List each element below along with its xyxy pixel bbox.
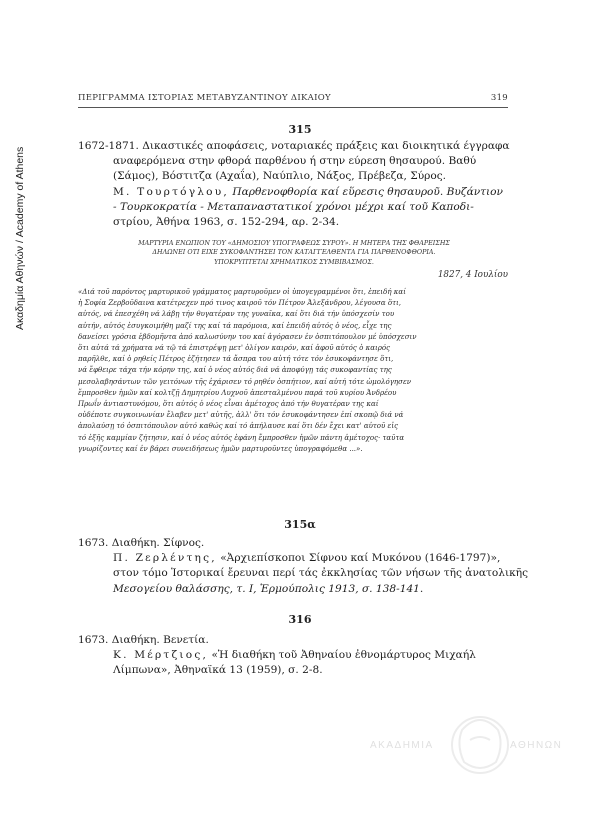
reference-author: Π. Ζερλέντης, bbox=[113, 552, 217, 565]
quote-line: δανείσει γρόσια ἑβδομῆντα ἀπό καλωσύνην του καί ἀγόρασεν ἐν ὀσπιτόπουλον μέ ὑπόσχεσιν bbox=[78, 331, 417, 341]
entry-number-316: 316 bbox=[288, 613, 312, 626]
watermark-left-text: ΑΚΑΔΗΜΙΑ bbox=[370, 740, 434, 751]
reference-line: - Τουρκοκρατία - Μεταπαναστατικοί χρόνοι μέχρι καί τοῦ Καποδι- bbox=[113, 200, 474, 213]
entry-315a bbox=[78, 536, 529, 597]
quote-line: παρῆλθε, καί ὁ ρηθείς Πέτρος ἐζήτησεν τά ἄσπρα του αὐτή τότε τόν ἐσυκοφάντησε ὅτι, bbox=[78, 354, 394, 364]
running-header bbox=[78, 93, 508, 103]
reference-author: Μ. Τουρτόγλου, bbox=[113, 185, 229, 198]
entry-315-reference bbox=[113, 185, 510, 200]
reference-line: στρίου, Ἀθήνα 1963, σ. 152-294, αρ. 2-34. bbox=[113, 216, 340, 229]
entry-number-315: 315 bbox=[288, 123, 312, 136]
quote-line: γνωρίζοντες καί ἐν βάρει συνειδήσεως ἡμῶν μαρτυροῦντες ὑπογραφόμεθα ...». bbox=[78, 443, 363, 453]
quote-line: τό ἑξῆς καμμίαν ζήτησιν, καί ὁ νέος αὐτός ἐφάνη ἔμπροσθεν ἡμῶν πάντη ἀμέτοχος· ταῦτα bbox=[78, 432, 405, 442]
header-title: ΠΕΡΙΓΡΑΜΜΑ ΙΣΤΟΡΙΑΣ ΜΕΤΑΒΥΖΑΝΤΙΝΟΥ ΔΙΚΑΙΟΥ bbox=[78, 93, 331, 103]
entry-315-line: (Σάμος), Βόστιτζα (Αχαΐα), Ναύπλιο, Νάξος, Πρέβεζα, Σύρος. bbox=[113, 170, 447, 183]
watermark-right-text: ΑΘΗΝΩΝ bbox=[510, 740, 563, 751]
reference-title: «Ἀρχιεπίσκοποι Σίφνου καί Μυκόνου (1646-1797)», bbox=[220, 552, 501, 565]
quote-line: ὅτι αὐτά τά χρήματα νά τῷ τά ἐπιστρέψῃ μετ' ὀλίγον καιρόν, καί ἀφοῦ αὐτός ὁ καιρός bbox=[78, 343, 391, 353]
reference-line: Λίμπωνα», Ἀθηναϊκά 13 (1959), σ. 2-8. bbox=[113, 664, 323, 677]
entry-number-315a: 315α bbox=[284, 518, 316, 531]
quote-line: ἔμπροσθεν ἡμῶν καί κολτζῇ Δημητρίου Λυχνοῦ ἀπεσταλμένου παρά τοῦ κυρίου Ἀνδρέου bbox=[78, 387, 397, 397]
entry-316-first-line: 1673. Διαθήκη. Βενετία. bbox=[78, 634, 209, 646]
entry-316-reference bbox=[113, 648, 510, 663]
caption-line: ΜΑΡΤΥΡΙΑ ΕΝΩΠΙΟΝ ΤΟΥ «ΔΗΜΟΣΙΟΥ ΥΠΟΓΡΑΦΕΩΣ ΣΥΡΟΥ». Η ΜΗΤΕΡΑ ΤΗΣ ΦΘΑΡΕΙΣΗΣ bbox=[138, 239, 450, 247]
entry-315-first-line: 1672-1871. Δικαστικές αποφάσεις, νοταριακές πράξεις και διοικητικά έγγραφα bbox=[78, 140, 510, 152]
document-date: 1827, 4 Ιουλίου bbox=[437, 270, 508, 280]
quote-line: ἀπολαύσῃ τό ὀσπιτόπουλον αὐτό καθώς καί τό ἀπήλαυσε καί ὅτι δέν ἔχει κατ' αὐτοῦ εἰς bbox=[78, 421, 399, 431]
quote-line: νά ἔφθειρε τάχα τήν κόρην της, καί ὁ νέος αὐτός διά νά ἀποφύγῃ τάς συκοφαντίας της bbox=[78, 365, 392, 375]
reference-title: Παρθενοφθορία καί εὕρεσις θησαυροῦ. Βυζάντιον bbox=[232, 185, 503, 198]
document-caption bbox=[78, 239, 510, 267]
reference-line: Μεσογείου θαλάσσης, τ. Ι, Ἑρμούπολις 1913, σ. 138-141. bbox=[113, 582, 424, 595]
archive-side-label: Ακαδημία Αθηνών / Academy of Athens bbox=[14, 146, 26, 330]
quote-line: οὐδέποτε συγκοινωνίαν ἔλαβεν μετ' αὐτῆς, ἀλλ' ὅτι τόν ἐσυκοφάντησεν ἐπί σκοπῷ διά νά bbox=[78, 410, 404, 420]
entry-315a-reference bbox=[113, 551, 510, 566]
quote-line: ἡ Σοφία Ζερβοῦδαινα κατέτρεχεν πρό τινος καιροῦ τόν Πέτρον Ἀλεξάνδρου, λέγουσα ὅτι, bbox=[78, 298, 401, 308]
page-number: 319 bbox=[490, 93, 508, 103]
reference-line: στον τόμο Ἱστορικαί ἔρευναι περί τάς ἐκκλησίας τῶν νήσων τῆς ἀνατολικῆς bbox=[113, 567, 529, 580]
reference-author: Κ. Μέρτζιος, bbox=[113, 649, 209, 662]
quote-line: «Διά τοῦ παρόντος μαρτυρικοῦ γράμματος μαρτυροῦμεν οἱ ὑπογεγραμμένοι ὅτι, ἐπειδή καί bbox=[78, 287, 406, 296]
quoted-document bbox=[78, 286, 510, 454]
quote-line: μεσολαβησάντων τῶν γειτόνων τῆς ἐχάρισεν τό ρηθέν ὀσπήτιον, καί αὐτή τότε ὡμολόγησεν bbox=[78, 376, 412, 386]
entry-315 bbox=[78, 139, 510, 230]
quote-line: αὐτός, νά ἐπεσχέθη νά λάβῃ τήν θυγατέραν της γυναῖκα, καί ὅτι διά τήν ὑπόσχεσίν του bbox=[78, 309, 395, 319]
caption-line: ΥΠΟΚΡΥΠΤΕΤΑΙ ΧΡΗΜΑΤΙΚΟΣ ΣΥΜΒΙΒΑΣΜΟΣ. bbox=[214, 257, 374, 266]
quote-line: Πρωΐν ἀντιαστυνόμου, ὅτι αὐτός ὁ νέος εἶναι ἀμέτοχος ἀπό τήν θυγατέραν της καί bbox=[78, 399, 379, 409]
entry-316 bbox=[78, 633, 510, 679]
entry-315a-first-line: 1673. Διαθήκη. Σίφνος. bbox=[78, 537, 205, 549]
entry-315-line: αναφερόμενα στην φθορά παρθένου ή στην εύρεση θησαυρού. Βαθύ bbox=[113, 155, 477, 168]
header-rule bbox=[78, 107, 508, 108]
quote-line: αὐτήν, αὐτός ἐσυγκοιμήθη μαζί της καί τά παρόμοια, καί ἐπειδή αὐτός ὁ νέος, εἶχε της bbox=[78, 320, 392, 330]
caption-line: ΔΗΛΩΝΕΙ ΟΤΙ ΕΙΧΕ ΣΥΚΟΦΑΝΤΗΣΕΙ ΤΟΝ ΚΑΤΑΓΓΕΛΘΕΝΤΑ ΓΙΑ ΠΑΡΘΕΝΟΦΘΟΡΙΑ. bbox=[152, 248, 436, 257]
reference-title: «Ἡ διαθήκη τοῦ Ἀθηναίου ἐθνομάρτυρος Μιχαήλ bbox=[211, 649, 476, 662]
